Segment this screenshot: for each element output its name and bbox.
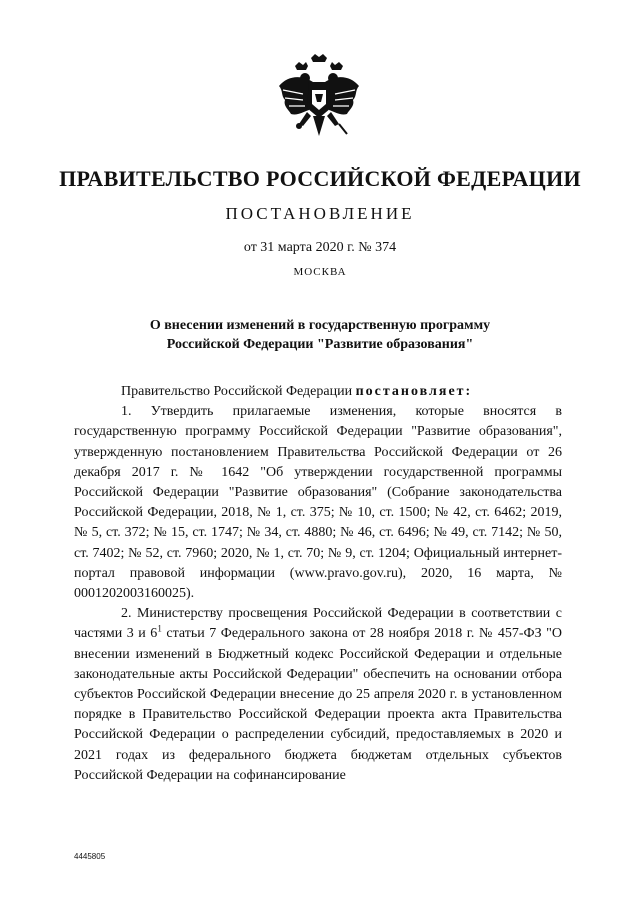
government-title: ПРАВИТЕЛЬСТВО РОССИЙСКОЙ ФЕДЕРАЦИИ — [59, 166, 581, 191]
document-city: МОСКВА — [293, 266, 347, 278]
paragraph-2 — [74, 604, 562, 786]
paragraph-2-part-b: статьи 7 Федерального закона от 28 ноября 2018 г. № 457-ФЗ "О внесении изменений в Бюджетный кодекс Российской Федерации и отдельные законодательные акты Российской Федерации" обеспечить на основании отбора субъектов Российской Федерации внесение до 25 апреля 2020 г. в установленном порядке в Правительство Российской Федерации проекта акта Правительства Российской Федерации о распределении субсидий, предоставляемых в 2020 и 2021 годах из федерального бюджета бюджетам отдельных субъектов Российской Федерации на софинансирование — [74, 626, 562, 783]
paragraph-1: 1. Утвердить прилагаемые изменения, которые вносятся в государственную программу Российской Федерации "Развитие образования", утвержденную постановлением Правительства Российской Федерации от 26 декабря 2017 г. № 1642 "Об утверждении государственной программы Российской Федерации "Развитие образования" (Собрание законодательства Российской Федерации, 2018, № 1, ст. 375; № 10, ст. 1500; № 42, ст. 6462; 2019, № 5, ст. 372; № 15, ст. 1747; № 34, ст. 4880; № 46, ст. 6496; № 49, ст. 7142; № 50, ст. 7402; № 52, ст. 7960; 2020, № 1, ст. 70; № 9, ст. 1204; Официальный интернет-портал правовой информации (www.pravo.gov.ru), 2020, 16 марта, № 0001202003160025). — [74, 404, 562, 602]
intro-action: постановляет: — [355, 384, 473, 399]
document-type: ПОСТАНОВЛЕНИЕ — [225, 204, 415, 223]
paragraph-2-part-a: 2. Министерству просвещения Российской Федерации в соответствии с частями 3 и 6 — [74, 606, 562, 642]
document-date-number: от 31 марта 2020 г. № 374 — [243, 240, 397, 255]
document-code: 4445805 — [74, 852, 106, 861]
document-subject — [0, 316, 640, 354]
coat-of-arms-icon — [273, 52, 365, 144]
intro-paragraph — [74, 382, 562, 402]
document-body — [74, 382, 562, 786]
intro-prefix: Правительство Российской Федерации — [121, 384, 356, 399]
subject-line-2: Российской Федерации "Развитие образования" — [166, 337, 474, 352]
paragraph-2-superscript: 1 — [157, 623, 162, 634]
subject-line-1: О внесении изменений в государственную программу — [149, 318, 491, 333]
